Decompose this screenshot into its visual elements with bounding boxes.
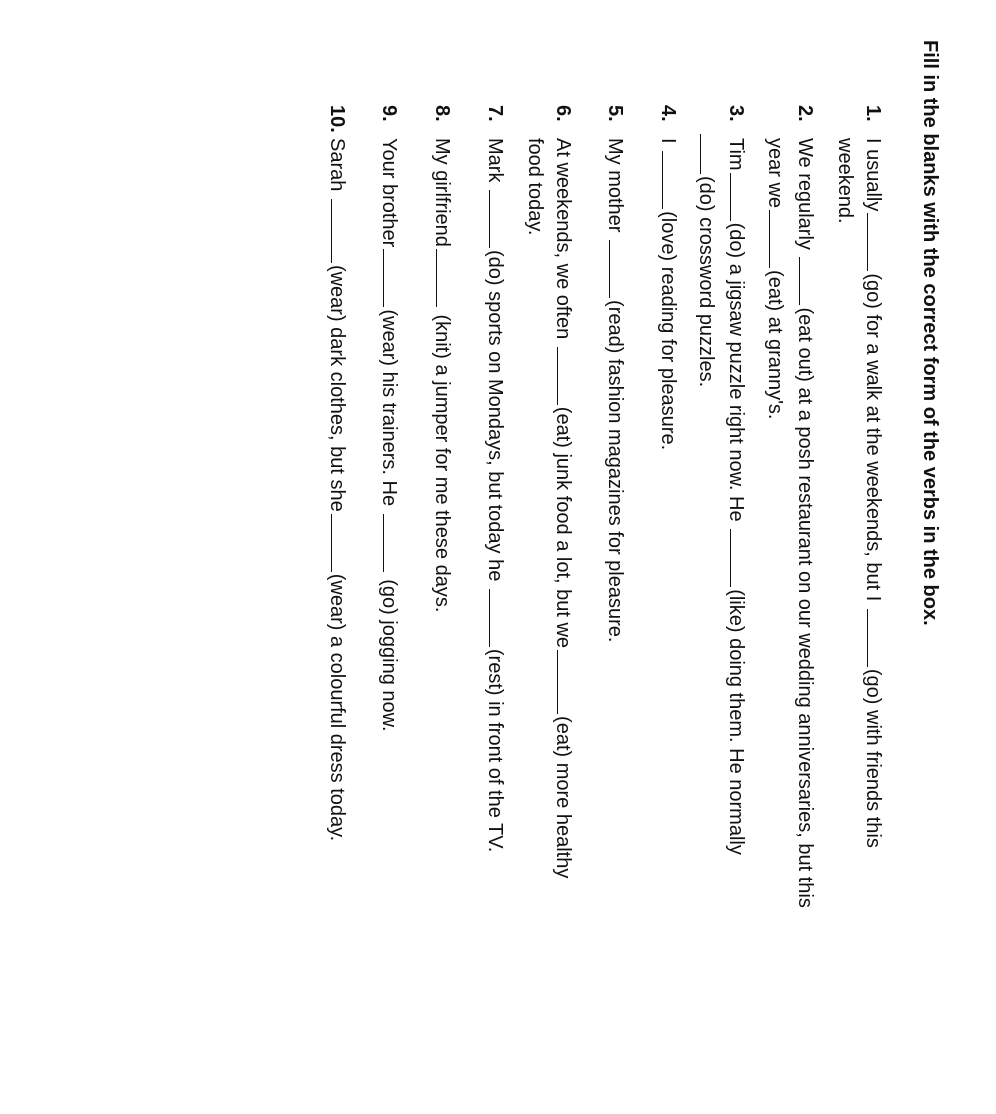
sentence-text: (read) fashion magazines for pleasure. [604,300,626,643]
answer-blank[interactable] [489,589,508,647]
answer-blank[interactable] [730,173,749,221]
sentence-text: I usually [862,138,884,212]
answer-blank[interactable] [331,199,350,263]
exercise-3 [724,105,749,855]
answer-blank[interactable] [436,249,455,307]
sentence-text: (eat) at granny's. [764,270,786,420]
exercise-number: 1. [862,105,884,122]
exercise-3-continuation [694,132,719,387]
exercise-6-continuation [523,138,546,235]
sentence-text: My mother [604,138,626,233]
sentence-text: (love) reading for pleasure. [657,211,679,451]
answer-blank[interactable] [662,151,681,209]
exercise-1-continuation [833,138,856,224]
sentence-text: (like) doing them. He normally [725,589,747,855]
exercise-7 [483,105,508,852]
sentence-text: food today. [524,138,546,236]
exercise-number: 10. [326,105,348,133]
sentence-text: (rest) in front of the TV. [484,648,506,853]
exercise-number: 3. [725,105,747,122]
exercise-number: 6. [552,105,574,122]
sentence-text: We regularly [794,138,816,250]
sentence-text: (eat) more healthy [552,716,574,879]
answer-blank[interactable] [730,529,749,587]
sentence-text: (wear) his trainers. He [378,309,400,507]
sentence-text: (eat out) at a posh restaurant on our wedding anniversaries, but this [794,307,816,908]
exercise-number: 2. [794,105,816,122]
sentence-text: (knit) a jumper for me these days. [431,314,453,613]
sentence-text: (do) crossword puzzles. [695,176,717,388]
exercise-number: 5. [604,105,626,122]
answer-blank[interactable] [867,213,886,271]
exercise-1 [861,105,886,848]
answer-blank[interactable] [489,190,508,248]
exercise-number: 7. [484,105,506,122]
sentence-text: (go) with friends this [862,668,884,848]
exercise-9 [377,105,402,732]
answer-blank[interactable] [799,257,818,305]
exercise-4 [656,105,681,450]
sentence-text: year we [764,138,786,209]
exercise-10 [325,105,350,841]
sentence-text: Mark [484,138,506,183]
sentence-text: I [657,138,679,144]
answer-blank[interactable] [769,210,788,268]
sentence-text: Tim [725,138,747,171]
sentence-text: weekend. [834,138,856,224]
exercise-2 [793,105,818,908]
exercise-6 [551,105,576,878]
sentence-text: (go) jogging now. [378,579,400,732]
sentence-text: (eat) junk food a lot, but we [552,406,574,649]
sentence-text: At weekends, we often [552,138,574,340]
answer-blank[interactable] [383,514,402,572]
answer-blank[interactable] [867,609,886,667]
answer-blank[interactable] [383,249,402,307]
exercise-number: 9. [378,105,400,122]
sentence-text: (wear) a colourful dress today. [326,573,348,842]
sentence-text: Sarah [326,138,348,192]
exercise-number: 4. [657,105,679,122]
instruction-heading: Fill in the blanks with the correct form of the verbs in the box. [919,40,941,626]
exercise-number: 8. [431,105,453,122]
exercise-2-continuation [763,138,788,419]
sentence-text: (do) a jigsaw puzzle right now. He [725,222,747,522]
exercise-8 [430,105,455,612]
answer-blank[interactable] [700,134,719,174]
sentence-text: (do) sports on Mondays, but today he [484,250,506,582]
exercise-5 [603,105,628,642]
answer-blank[interactable] [557,650,576,714]
answer-blank[interactable] [557,347,576,405]
answer-blank[interactable] [609,240,628,298]
answer-blank[interactable] [331,514,350,572]
sentence-text: Your brother [378,138,400,248]
sentence-text: My girlfriend [431,138,453,247]
sentence-text: (wear) dark clothes, but she [326,264,348,512]
sentence-text: (go) for a walk at the weekends, but I [862,273,884,602]
